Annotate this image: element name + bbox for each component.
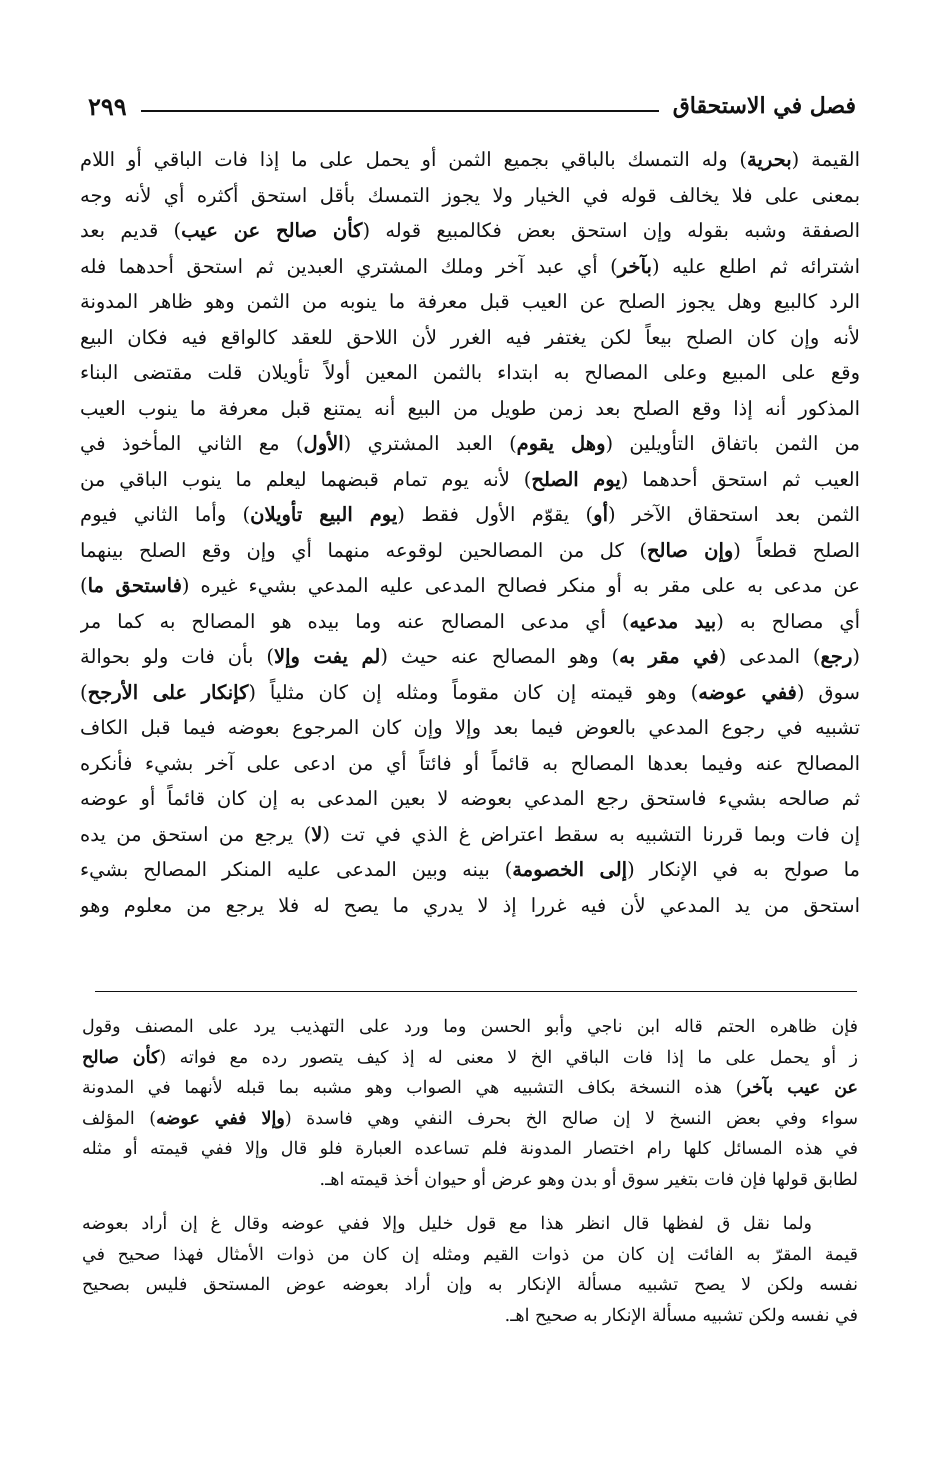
text-line: لأنه وإن كان الصلح بيعاً لكن يغتفر فيه الغرر لأن اللاحق للعقد كالواقع فيه فكان البيع bbox=[80, 325, 860, 349]
text-line: إن فات وبما قررنا التشبيه به سقط اعتراض غ الذي في تت (لا) يرجع من استحق من يده bbox=[80, 822, 860, 846]
footnote-paragraph-2 bbox=[82, 1209, 858, 1331]
footnote-line: في نفسه ولكن تشبيه مسألة الإنكار به صحيح اهـ. bbox=[504, 1305, 858, 1326]
footnote-line: عن عيب بآخر) هذه النسخة بكاف التشبيه هي الصواب وهو مشبه بما قبله لأنهما في المدونة bbox=[82, 1078, 858, 1098]
footnote-line: فإن ظاهره الحتم قاله ابن ناجي وأبو الحسن وما ورد على التهذيب يرد على المصنف وقول bbox=[82, 1017, 858, 1037]
text-line: الصلح قطعاً (وإن صالح) كل من المصالحين لوقوعه منهما أي وإن وقع الصلح بينهما bbox=[80, 538, 860, 562]
text-line: وقع على المبيع وعلى المصالح به ابتداء بالثمن المعين أولاً تأويلان قلت مقتضى البناء bbox=[80, 361, 860, 384]
footnote-line: ز أو يحمل على ما إذا فات الباقي الخ لا معنى له إذ كيف يتصور رده مع فواته (كأن صالح bbox=[82, 1047, 858, 1068]
footnote-line: سواء وفي بعض النسخ لا إن صالح الخ بحرف النفي وهي فاسدة (وإلا ففي عوضه) المؤلف bbox=[82, 1108, 858, 1129]
footnotes bbox=[82, 1012, 858, 1331]
text-line: (رجع) المدعى (في مقر به) وهو المصالح عنه حيث (لم يفت وإلا) بأن فات ولو بحوالة bbox=[80, 645, 860, 668]
text-line: أي مصالح به (بيد مدعيه) أي مدعى المصالح عنه وما بيده هو المصالح به كما مر bbox=[80, 609, 860, 633]
text-line: ما صولح به في الإنكار (إلى الخصومة) بينه وبين المدعى عليه المنكر المصالح بشيء bbox=[80, 858, 860, 881]
text-line: عن مدعى به على مقر به أو منكر فصالح المدعى عليه المدعي بشيء غيره (فاستحق ما) bbox=[80, 574, 860, 597]
text-line: المذكور أنه إذا وقع الصلح بعد زمن طويل من البيع أنه يمتنع قبل معرفة ما ينوب العيب bbox=[80, 396, 860, 420]
text-line: الثمن بعد استحقاق الآخر (أو) يقوّم الأول فقط (يوم البيع تأويلان) وأما الثاني فيوم bbox=[80, 503, 860, 526]
text-line: العيب ثم استحق أحدهما (يوم الصلح) لأنه يوم تمام قبضهما ليعلم ما ينوب الباقي من bbox=[80, 467, 860, 491]
text-line: سوق (ففي عوضه) وهو قيمته إن كان مقوماً ومثله إن كان مثلياً (كإنكار على الأرجح) bbox=[80, 680, 860, 704]
footnote-line: نفسه ولكن لا يصح تشبيه مسألة الإنكار به وإن أراد بعوضه عوض المستحق فليس بصحيح bbox=[82, 1275, 858, 1295]
footnote-line: لطابق قولها فإن فات بتغير سوق أو بدن وهو عرض أو حيوان أخذ قيمته اهـ. bbox=[319, 1169, 858, 1190]
chapter-title: فصل في الاستحقاق bbox=[672, 93, 856, 119]
text-line: الصفقة وشبه بقوله وإن استحق بعض فكالمبيع قوله (كأن صالح عن عيب) قديم بعد bbox=[80, 219, 860, 242]
text-line: ثم صالحه بشيء فاستحق رجع المدعي بعوضه لا بعين المدعى به إن كان قائماً أو عوضه bbox=[80, 787, 860, 810]
footnote-divider bbox=[95, 991, 857, 992]
footnote-line: في هذه المسائل كلها رام اختصار المدونة فلم تساعده العبارة فلو قال وإلا ففي قيمته أو مثله bbox=[82, 1139, 858, 1159]
main-text bbox=[80, 142, 860, 923]
footnote-paragraph-1 bbox=[82, 1012, 858, 1195]
footnote-line: قيمة المقرّ به الفائت إن كان من ذوات القيم ومثله إن كان من ذوات الأمثال فهذا صحيح في bbox=[82, 1244, 858, 1265]
text-line: بمعنى على فلا يخالف قوله في الخيار ولا يجوز التمسك بأقل استحق أكثره أي لأنه وجه bbox=[80, 183, 860, 207]
page-number: ٢٩٩ bbox=[88, 91, 127, 121]
text-line: الرد كالبيع وهل يجوز الصلح عن العيب قبل معرفة ما ينوبه من الثمن وهو ظاهر المدونة bbox=[80, 290, 860, 313]
running-header bbox=[88, 88, 856, 124]
header-rule bbox=[141, 110, 659, 112]
text-line: استحق من يد المدعي لأن فيه غررا إذ لا يدري ما يصح له فلا يرجع من معلوم وهو bbox=[80, 893, 860, 917]
text-line: اشترائه ثم اطلع عليه (بآخر) أي عبد آخر وملك المشتري العبدين ثم استحق أحدهما فله bbox=[80, 254, 860, 278]
footnote-line: ولما نقل ق لفظها قال انظر هذا مع قول خليل وإلا ففي عوضه وقال غ إن أراد بعوضه bbox=[82, 1214, 812, 1234]
text-line: تشبيه في رجوع المدعي بالعوض فيما بعد وإلا وإن كان المرجوع بعوضه فيما قبل الكاف bbox=[80, 716, 860, 739]
text-line: المصالح عنه وفيما بعدها المصالح به قائماً أو فائتاً أي من ادعى على آخر بشيء فأنكره bbox=[80, 751, 860, 775]
text-line: من الثمن باتفاق التأويلين (وهل يقوم) العبد المشتري (الأول) مع الثاني المأخوذ في bbox=[80, 432, 860, 455]
text-line: القيمة (بحرية) وله التمسك بالباقي بجميع الثمن أو يحمل على ما إذا فات الباقي أو اللام bbox=[80, 148, 860, 171]
